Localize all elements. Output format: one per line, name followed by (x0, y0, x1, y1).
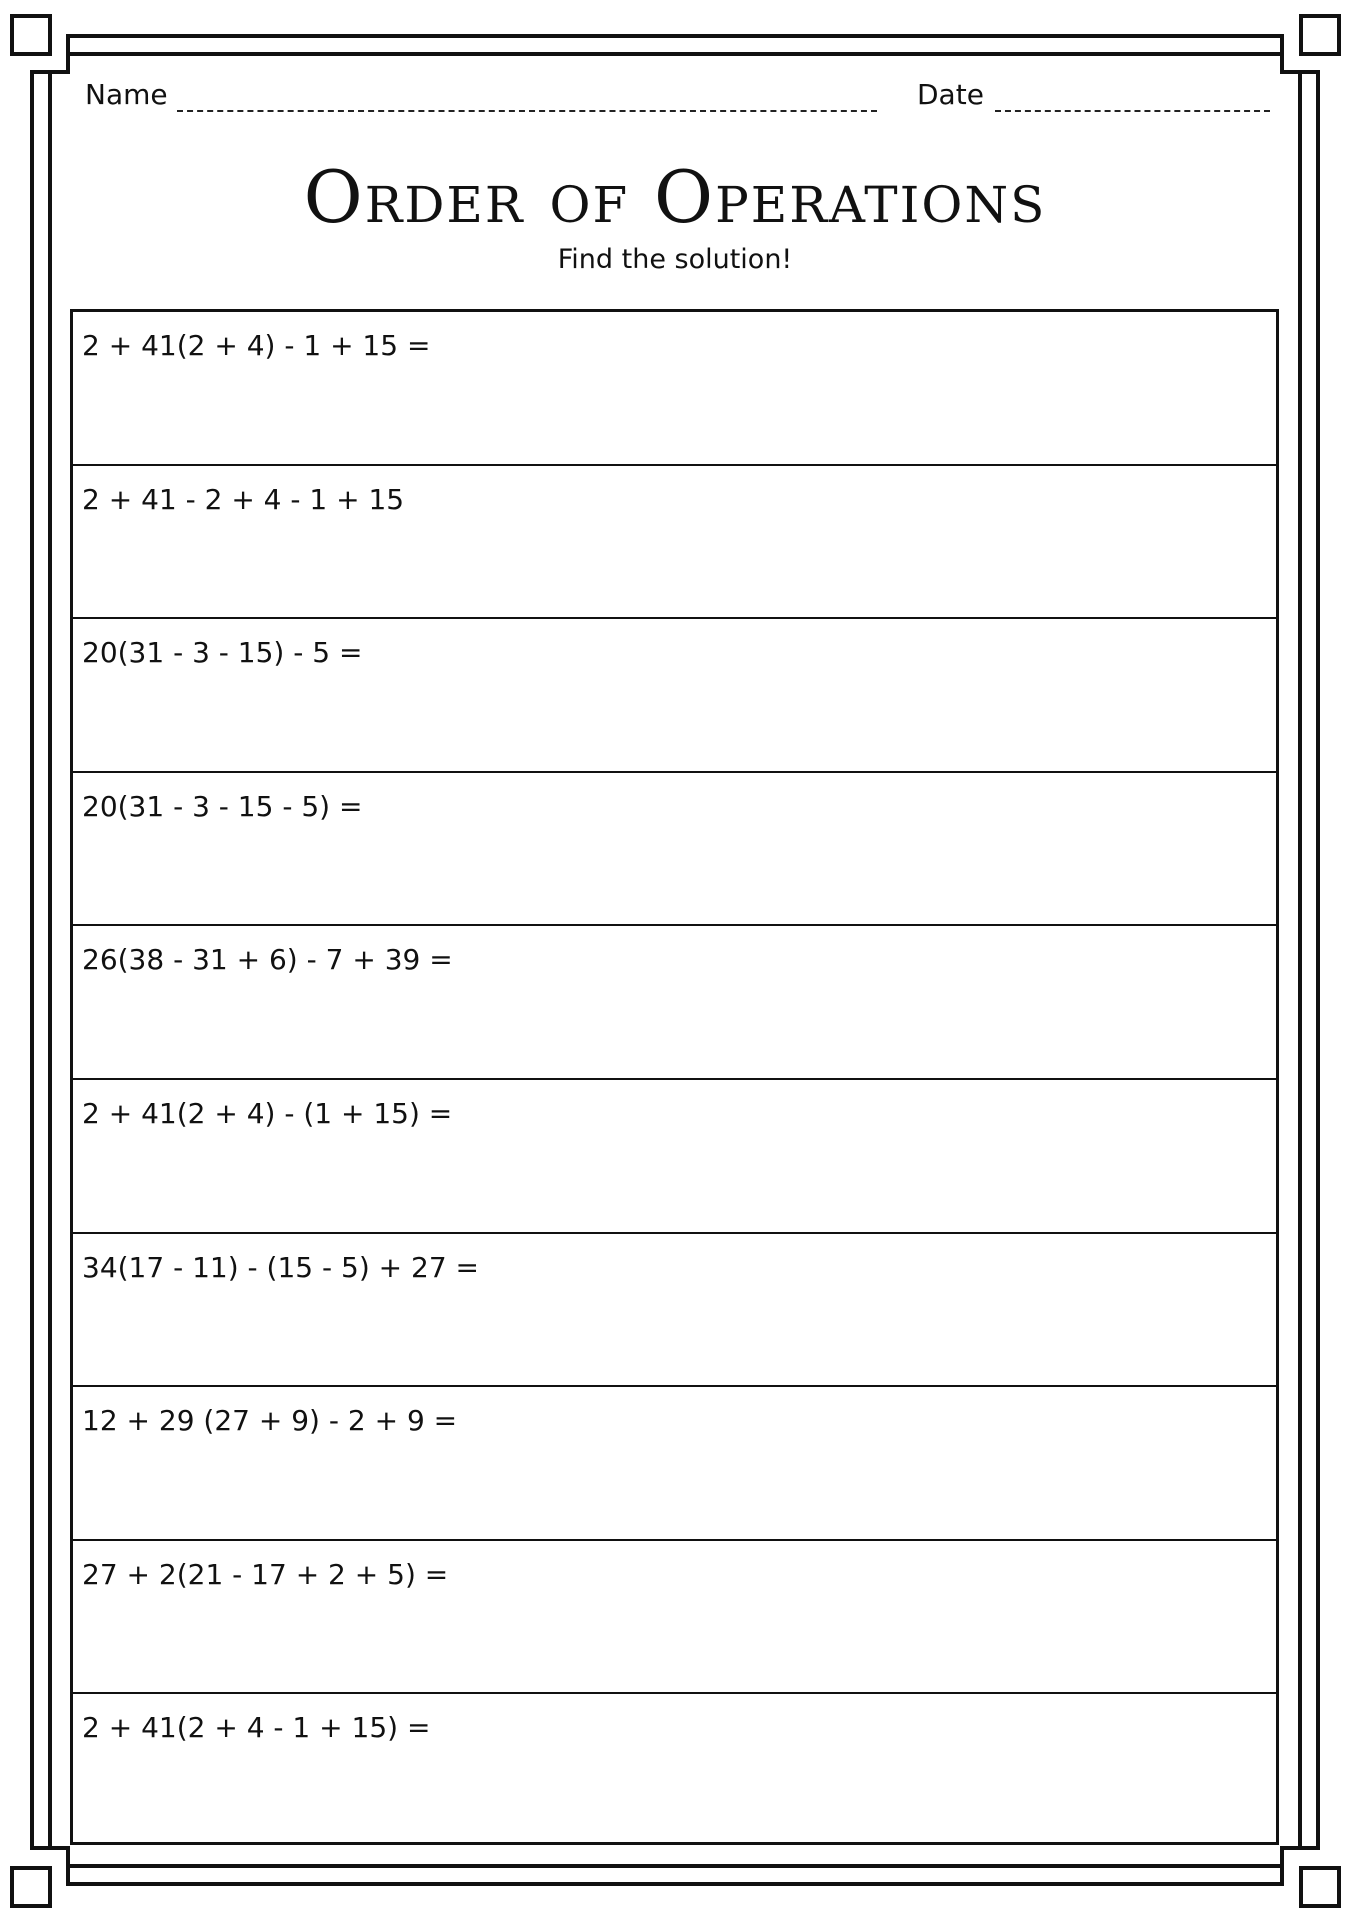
problem-row[interactable] (73, 466, 1276, 620)
page-subtitle: Find the solution! (557, 244, 793, 275)
corner-square-bl (12, 1868, 50, 1906)
problem-row[interactable] (73, 1694, 1276, 1848)
header-row (85, 78, 1270, 118)
problem-row[interactable] (73, 619, 1276, 773)
date-field-line[interactable] (995, 110, 1270, 112)
date-label: Date (917, 78, 984, 111)
problem-row[interactable] (73, 773, 1276, 927)
problem-expression: 2 + 41(2 + 4 - 1 + 15) = (82, 1711, 431, 1745)
problem-expression: 27 + 2(21 - 17 + 2 + 5) = (82, 1557, 449, 1591)
problem-expression: 2 + 41(2 + 4) - 1 + 15 = (82, 329, 431, 362)
problem-expression: 26(38 - 31 + 6) - 7 + 39 = (82, 943, 453, 977)
problem-expression: 20(31 - 3 - 15) - 5 = (82, 636, 363, 670)
name-field-line[interactable] (177, 110, 877, 112)
problem-row[interactable] (73, 926, 1276, 1080)
problem-row[interactable] (73, 1387, 1276, 1541)
page-title: Order of Operations (303, 155, 1047, 239)
problem-table (70, 309, 1279, 1845)
problem-row[interactable] (73, 1234, 1276, 1388)
problem-row[interactable] (73, 312, 1276, 466)
problem-row[interactable] (73, 1080, 1276, 1234)
problem-expression: 12 + 29 (27 + 9) - 2 + 9 = (82, 1404, 458, 1438)
problem-expression: 2 + 41(2 + 4) - (1 + 15) = (82, 1096, 453, 1130)
corner-square-tl (12, 16, 50, 54)
problem-row[interactable] (73, 1541, 1276, 1695)
corner-square-br (1301, 1868, 1339, 1906)
name-label: Name (85, 78, 168, 111)
problem-expression: 34(17 - 11) - (15 - 5) + 27 = (82, 1250, 479, 1284)
problem-expression: 20(31 - 3 - 15 - 5) = (82, 789, 363, 823)
corner-square-tr (1301, 16, 1339, 54)
problem-expression: 2 + 41 - 2 + 4 - 1 + 15 (82, 482, 405, 516)
